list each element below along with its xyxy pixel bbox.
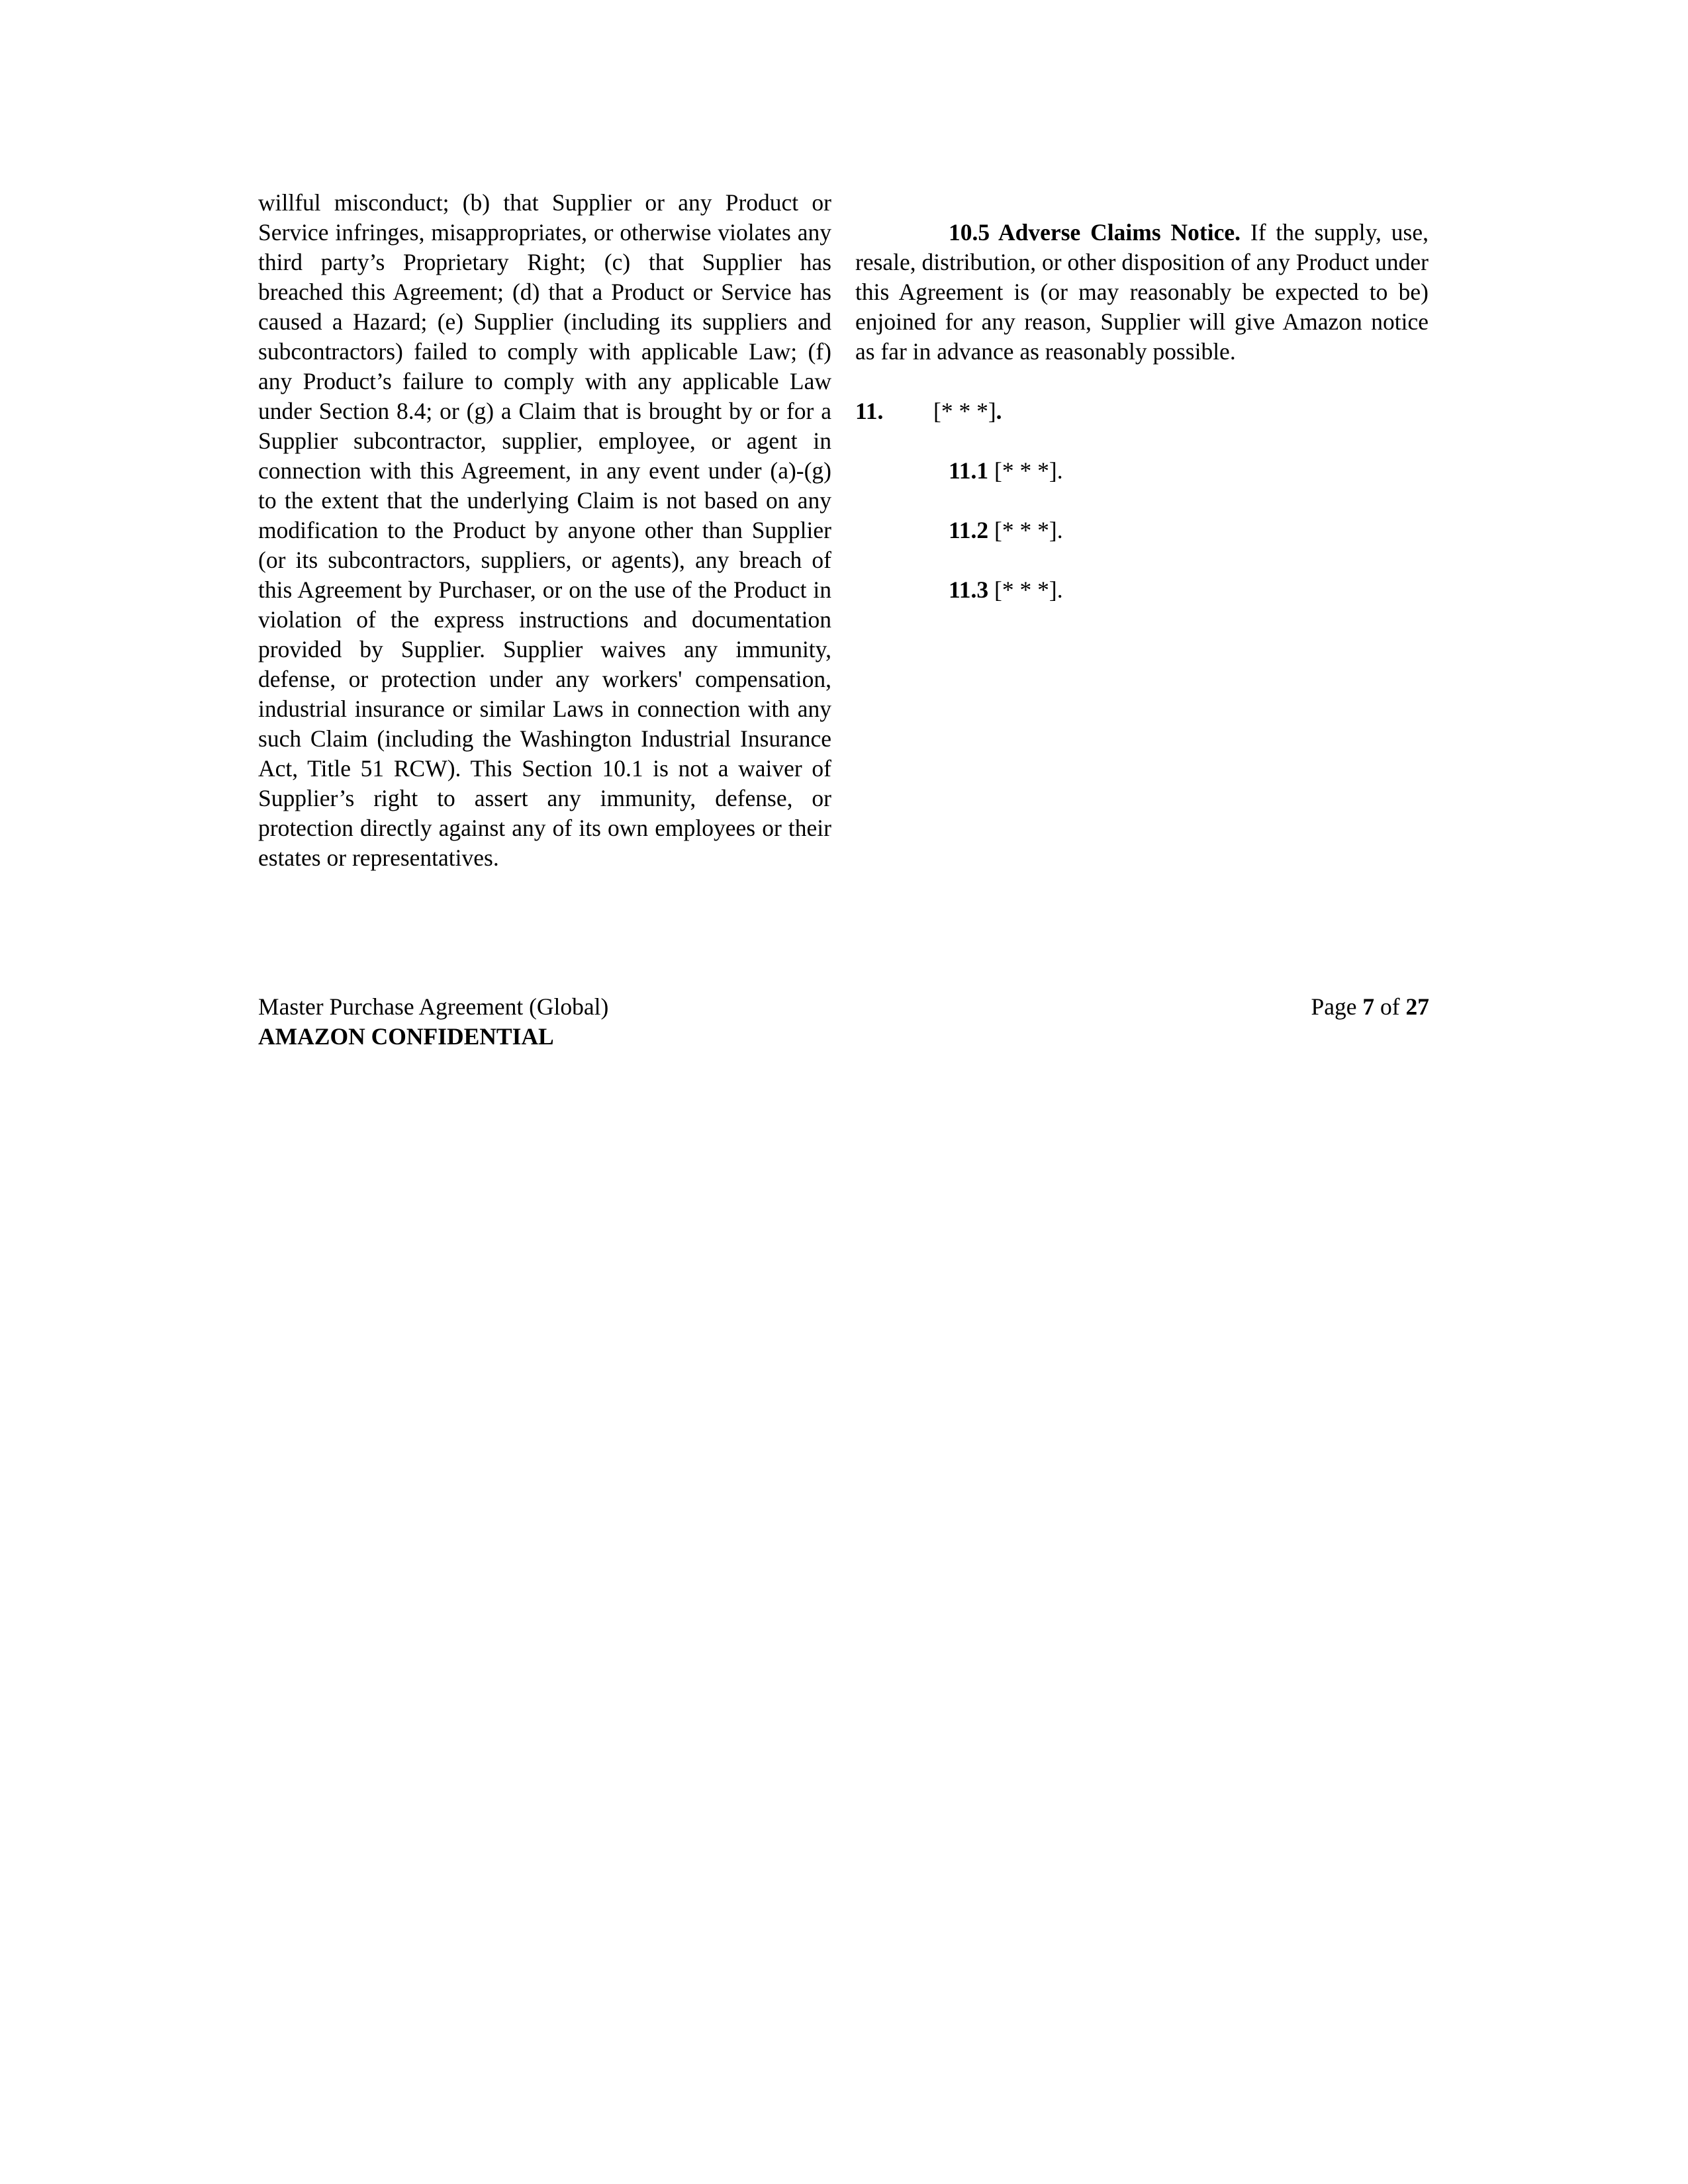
subsection-11-1 — [855, 456, 1429, 486]
page-prefix: Page — [1311, 993, 1363, 1020]
subsection-11-2 — [855, 516, 1429, 545]
subsection-number: 11.1 — [949, 457, 989, 484]
section-10-5-text: If the supply, use, resale, distribution, or other disposition of any Product under this Agreement is (or may reasonably be expected to be) enjoined for any reason, Supplier will give Amazon notice as far in advance as reasonably possible. — [855, 219, 1429, 365]
subsection-text: [* * *]. — [988, 457, 1063, 484]
page-number — [1311, 992, 1429, 1022]
footer-confidential: AMAZON CONFIDENTIAL — [258, 1023, 554, 1050]
section-11-heading — [855, 396, 1429, 426]
section-11-title — [933, 396, 1002, 426]
footer-doc-title: Master Purchase Agreement (Global) — [258, 993, 609, 1020]
section-11-number: 11. — [855, 398, 884, 424]
section-11-title-period: . — [996, 398, 1002, 424]
page-of: of — [1374, 993, 1406, 1020]
page-total: 27 — [1405, 993, 1429, 1020]
subsection-11-3 — [855, 575, 1429, 605]
section-10-5 — [855, 218, 1429, 367]
indemnity-paragraph: willful misconduct; (b) that Supplier or any Product or Service infringes, misappropriates, or otherwise violates any third party’s Proprietary Right; (c) that Supplier has breached this Agreement; (d) that a Product or Service has caused a Hazard; (e) Supplier (including its suppliers and subcontractors) failed to comply with applicable Law; (f) any Product’s failure to comply with any applicable Law under Section 8.4; or (g) a Claim that is brought by or for a Supplier subcontractor, supplier, employee, or agent in connection with this Agreement, in any event under (a)-(g) to the extent that the underlying Claim is not based on any modification to the Product by anyone other than Supplier (or its subcontractors, suppliers, or agents), any breach of this Agreement by Purchaser, or on the use of the Product in violation of the express instructions and documentation provided by Supplier. Supplier waives any immunity, defense, or protection under any workers' compensation, industrial insurance or similar Laws in connection with any such Claim (including the Washington Industrial Insurance Act, Title 51 RCW). This Section 10.1 is not a waiver of Supplier’s right to assert any immunity, defense, or protection directly against any of its own employees or their estates or representatives. — [258, 189, 831, 871]
footer-left — [258, 992, 608, 1052]
subsection-text: [* * *]. — [988, 517, 1063, 543]
subsection-text: [* * *]. — [988, 576, 1063, 603]
subsection-number: 11.3 — [949, 576, 989, 603]
section-11-title-text: [* * *] — [933, 398, 996, 424]
left-column — [258, 188, 831, 873]
section-10-5-heading: 10.5 Adverse Claims Notice. — [949, 219, 1241, 246]
right-column — [855, 218, 1429, 605]
page-current: 7 — [1362, 993, 1375, 1020]
subsection-number: 11.2 — [949, 517, 989, 543]
